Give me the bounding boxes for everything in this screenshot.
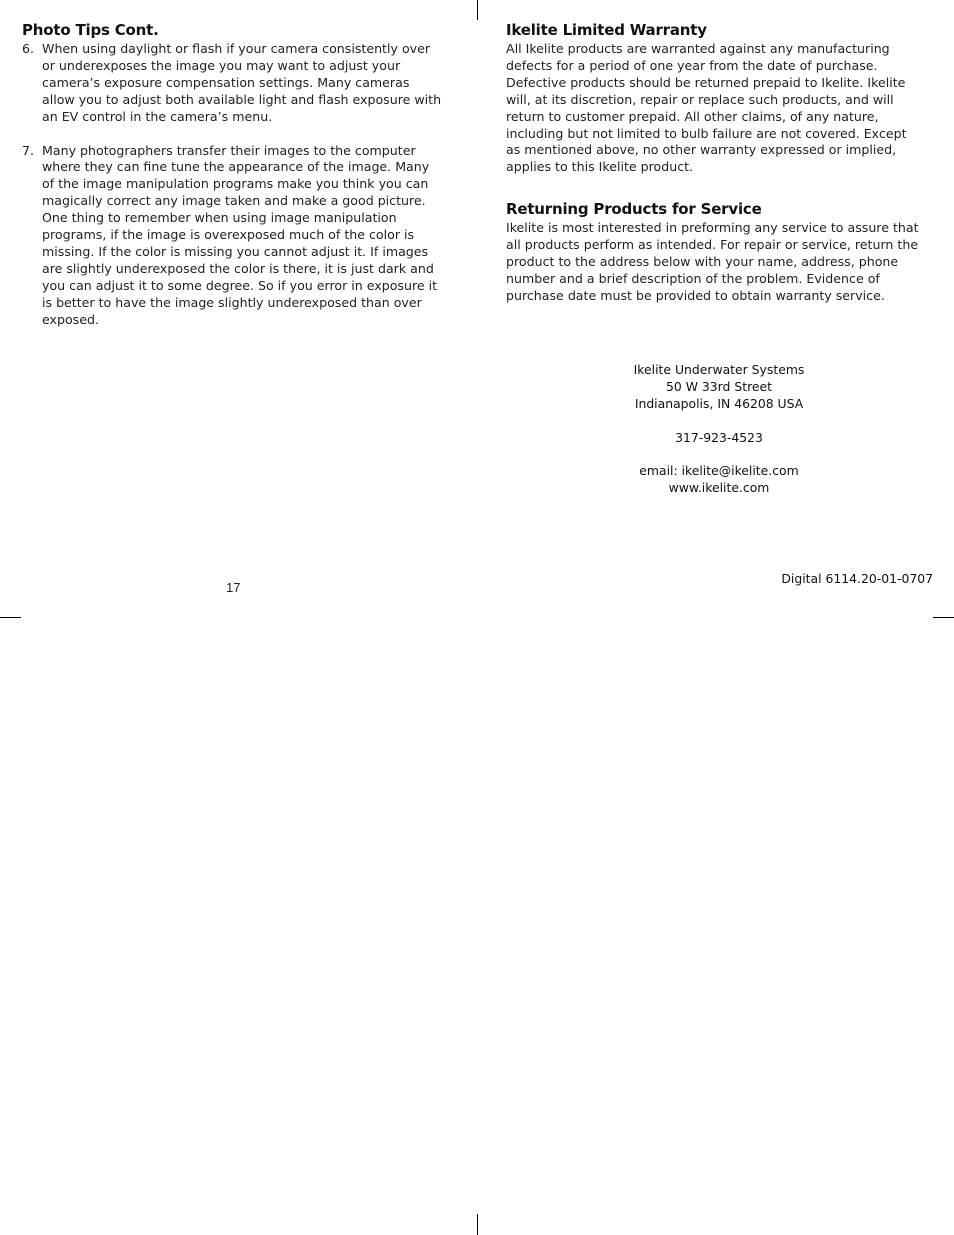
contact-address-block	[600, 362, 838, 497]
crop-mark-left	[0, 617, 21, 618]
address-spacer	[600, 447, 838, 464]
crop-mark-right	[933, 617, 954, 618]
photo-tips-heading: Photo Tips Cont.	[22, 21, 159, 39]
crop-mark-bottom-center	[477, 1214, 478, 1235]
list-item-number: 7.	[22, 142, 35, 158]
list-item-text: Many photographers transfer their images to the computer where they can fine tune the appearance of the image. Many of the image manipulation programs make you think you can magically correct any image taken and make a good picture. One thing to remember when using image manipulation programs, if the image is overexposed much of the color is missing. If the color is missing you cannot adjust it. If images are slightly underexposed the color is there, it is just dark and you can adjust it to some degree. So if you error in exposure it is better to have the image slightly underexposed than over exposed.	[42, 142, 438, 327]
list-item	[22, 41, 442, 126]
list-item	[22, 143, 442, 329]
list-item-number: 6.	[22, 41, 35, 56]
company-name: Ikelite Underwater Systems	[633, 362, 805, 377]
page-number: 17	[226, 580, 241, 595]
street-address: 50 W 33rd Street	[666, 378, 772, 394]
service-heading: Returning Products for Service	[506, 200, 762, 218]
warranty-heading: Ikelite Limited Warranty	[506, 21, 707, 39]
city-state-zip: Indianapolis, IN 46208 USA	[634, 395, 804, 411]
warranty-text: All Ikelite products are warranted against any manufacturing defects for a period of one year from the date of purchase. Defective products should be returned prepaid to Ikelite. Ikelite will, at its discretion, repair or replace such products, and will return to customer prepaid. All other claims, of any nature, including but not limited to bulb failure are not covered. Except as mentioned above, no other warranty expressed or implied, applies to this Ikelite product.	[506, 41, 907, 175]
address-spacer	[600, 413, 838, 430]
list-item-text: When using daylight or flash if your camera consistently over or underexposes the image you may want to adjust your camera’s exposure compensation settings. Many cameras allow you to adjust both available light and flash exposure with an EV control in the camera’s menu.	[42, 41, 442, 124]
email-address[interactable]: email: ikelite@ikelite.com	[639, 463, 799, 479]
service-text: Ikelite is most interested in preforming any service to assure that all products perform as intended. For repair or service, return the product to the address below with your name, address, phone number and a brief description of the problem. Evidence of purchase date must be provided to obtain warranty service.	[506, 220, 919, 303]
website-link[interactable]: www.ikelite.com	[668, 480, 770, 496]
document-code: Digital 6114.20-01-0707	[781, 571, 933, 586]
photo-tips-list	[22, 41, 442, 346]
crop-mark-top-center	[477, 0, 478, 20]
phone-number: 317-923-4523	[675, 429, 763, 445]
